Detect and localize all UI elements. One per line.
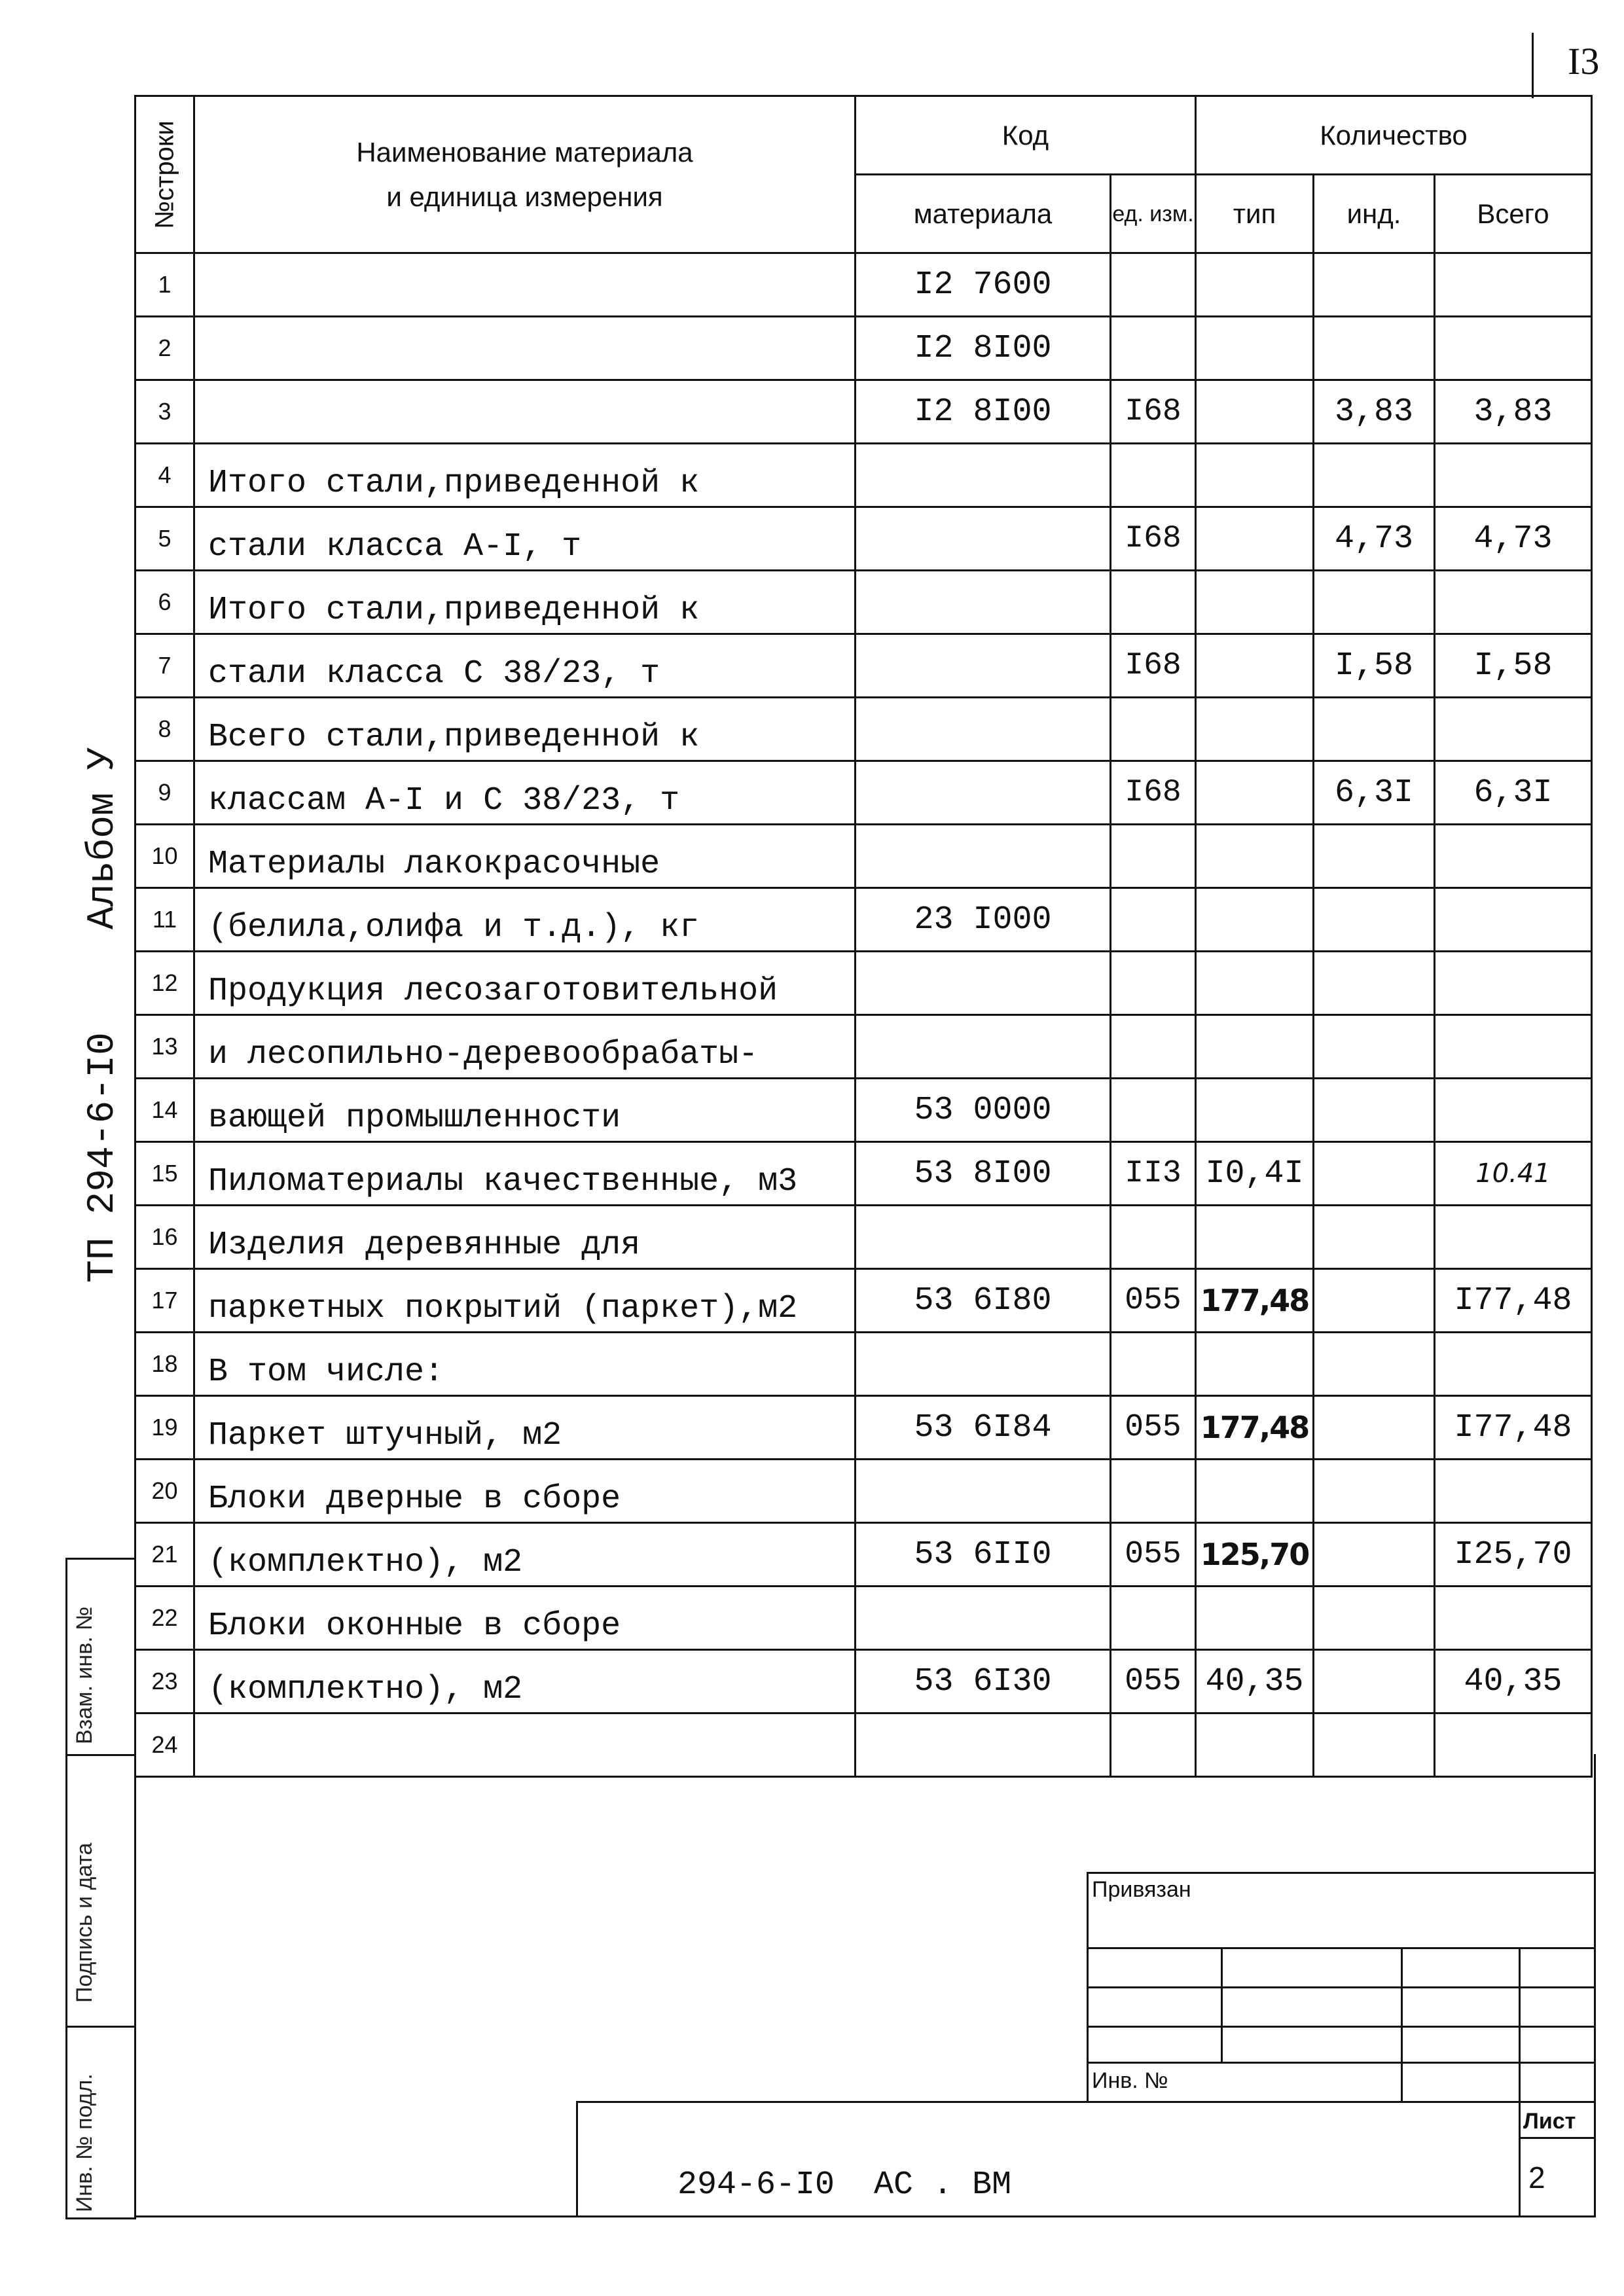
- row-number-cell: 5: [135, 507, 194, 571]
- unit-code-cell: [1111, 1333, 1196, 1396]
- title-block-top: [576, 2101, 1594, 2103]
- material-name-cell: паркетных покрытий (паркет),м2: [194, 1269, 856, 1333]
- qty-total-cell: [1435, 1079, 1592, 1142]
- qty-total-cell: 3,83: [1435, 380, 1592, 444]
- table-row: [135, 1206, 1592, 1269]
- table-row: [135, 1269, 1592, 1333]
- unit-code-cell: 055: [1111, 1650, 1196, 1713]
- material-name-cell: вающей промышленности: [194, 1079, 856, 1142]
- stamp-row-4: [1087, 2062, 1594, 2064]
- qty-type-cell: [1196, 634, 1314, 698]
- qty-type-cell: [1196, 952, 1314, 1015]
- qty-ind-cell: I,58: [1314, 634, 1435, 698]
- qty-total-cell: [1435, 1206, 1592, 1269]
- frame-left: [134, 1754, 136, 2215]
- quantity-ind-header: инд.: [1314, 175, 1435, 253]
- table-row: [135, 571, 1592, 634]
- qty-ind-cell: [1314, 1142, 1435, 1206]
- material-name-cell: стали класса С 38/23, т: [194, 634, 856, 698]
- row-number-cell: 19: [135, 1396, 194, 1460]
- qty-ind-cell: [1314, 698, 1435, 761]
- qty-type-cell: [1196, 698, 1314, 761]
- qty-total-cell: I77,48: [1435, 1269, 1592, 1333]
- table-row: [135, 1015, 1592, 1079]
- qty-type-cell: [1196, 507, 1314, 571]
- qty-ind-cell: [1314, 444, 1435, 507]
- qty-total-cell: [1435, 952, 1592, 1015]
- qty-total-cell: [1435, 317, 1592, 380]
- unit-code-cell: [1111, 888, 1196, 952]
- material-code-cell: [856, 634, 1111, 698]
- table-row: [135, 1523, 1592, 1587]
- material-name-cell: Итого стали,приведенной к: [194, 571, 856, 634]
- material-name-cell: и лесопильно-деревообрабаты-: [194, 1015, 856, 1079]
- qty-type-cell: [1196, 1713, 1314, 1777]
- qty-ind-cell: [1314, 1079, 1435, 1142]
- sheet-divider: [1519, 2137, 1594, 2139]
- qty-type-cell: [1196, 444, 1314, 507]
- qty-type-cell: [1196, 1333, 1314, 1396]
- qty-type-cell: 125,70: [1196, 1523, 1314, 1587]
- table-row: [135, 1142, 1592, 1206]
- qty-total-cell: 10.41: [1435, 1142, 1592, 1206]
- material-code-cell: I2 8I00: [856, 380, 1111, 444]
- qty-ind-cell: [1314, 1269, 1435, 1333]
- table-row: [135, 317, 1592, 380]
- row-number-cell: 23: [135, 1650, 194, 1713]
- table-row: [135, 1333, 1592, 1396]
- material-code-cell: [856, 507, 1111, 571]
- unit-code-cell: [1111, 952, 1196, 1015]
- material-name-cell: Блоки дверные в сборе: [194, 1460, 856, 1523]
- row-number-cell: 22: [135, 1587, 194, 1650]
- row-number-cell: 11: [135, 888, 194, 952]
- qty-total-cell: [1435, 444, 1592, 507]
- material-name-cell: В том числе:: [194, 1333, 856, 1396]
- material-name-cell: [194, 317, 856, 380]
- name-header: [194, 96, 856, 253]
- row-number-cell: 21: [135, 1523, 194, 1587]
- qty-total-cell: I,58: [1435, 634, 1592, 698]
- material-code-cell: I2 7600: [856, 253, 1111, 317]
- name-header-line2: и единица измерения: [386, 181, 663, 212]
- stamp-row-2: [1087, 1986, 1594, 1988]
- title-block-left: [576, 2101, 578, 2215]
- row-number-cell: 3: [135, 380, 194, 444]
- material-name-cell: стали класса А-I, т: [194, 507, 856, 571]
- material-name-cell: Продукция лесозаготовительной: [194, 952, 856, 1015]
- unit-code-cell: [1111, 1015, 1196, 1079]
- qty-ind-cell: [1314, 1015, 1435, 1079]
- table-row: [135, 507, 1592, 571]
- material-code-cell: [856, 1713, 1111, 1777]
- row-number-cell: 17: [135, 1269, 194, 1333]
- stamp-row-1: [1087, 1947, 1594, 1949]
- unit-code-cell: [1111, 1079, 1196, 1142]
- quantity-total-header: Всего: [1435, 175, 1592, 253]
- qty-type-cell: [1196, 761, 1314, 825]
- code-group-header: Код: [856, 96, 1196, 175]
- unit-code-cell: I68: [1111, 761, 1196, 825]
- material-code-cell: [856, 1587, 1111, 1650]
- qty-ind-cell: 4,73: [1314, 507, 1435, 571]
- material-code-cell: I2 8I00: [856, 317, 1111, 380]
- qty-total-cell: 40,35: [1435, 1650, 1592, 1713]
- material-code-cell: [856, 825, 1111, 888]
- table-row: [135, 888, 1592, 952]
- qty-type-cell: I0,4I: [1196, 1142, 1314, 1206]
- qty-total-cell: I25,70: [1435, 1523, 1592, 1587]
- frame-bottom: [134, 2215, 1596, 2217]
- qty-total-cell: I77,48: [1435, 1396, 1592, 1460]
- project-label: ТП 294-6-I0: [82, 1032, 124, 1283]
- qty-ind-cell: 3,83: [1314, 380, 1435, 444]
- inv-no-label: Инв. №: [1092, 2068, 1168, 2093]
- material-code-cell: 23 I000: [856, 888, 1111, 952]
- qty-type-cell: 177,48: [1196, 1396, 1314, 1460]
- qty-type-cell: [1196, 1460, 1314, 1523]
- material-code-cell: 53 6I84: [856, 1396, 1111, 1460]
- row-number-cell: 8: [135, 698, 194, 761]
- unit-code-cell: I68: [1111, 380, 1196, 444]
- material-code-cell: 53 6I30: [856, 1650, 1111, 1713]
- qty-total-cell: [1435, 1015, 1592, 1079]
- qty-total-cell: [1435, 1333, 1592, 1396]
- stamp-col-1: [1221, 1947, 1223, 2062]
- material-code-cell: [856, 571, 1111, 634]
- table-row: [135, 1079, 1592, 1142]
- side-divider-2: [65, 2026, 134, 2028]
- row-number-cell: 7: [135, 634, 194, 698]
- code-material-header: материала: [856, 175, 1111, 253]
- qty-ind-cell: [1314, 825, 1435, 888]
- material-code-cell: [856, 761, 1111, 825]
- qty-type-cell: 40,35: [1196, 1650, 1314, 1713]
- qty-type-cell: 177,48: [1196, 1269, 1314, 1333]
- qty-total-cell: [1435, 1587, 1592, 1650]
- privyazan-label: Привязан: [1092, 1877, 1191, 1902]
- materials-table: [134, 95, 1593, 1778]
- quantity-type-header: тип: [1196, 175, 1314, 253]
- unit-code-cell: [1111, 698, 1196, 761]
- page-number: I3: [1568, 40, 1600, 82]
- side-label-replace: Взам. инв. №: [72, 1606, 97, 1744]
- row-number-cell: 14: [135, 1079, 194, 1142]
- material-name-cell: Всего стали,приведенной к: [194, 698, 856, 761]
- material-name-cell: Паркет штучный, м2: [194, 1396, 856, 1460]
- qty-type-cell: [1196, 1206, 1314, 1269]
- row-number-cell: 1: [135, 253, 194, 317]
- qty-type-cell: [1196, 1587, 1314, 1650]
- qty-type-cell: [1196, 571, 1314, 634]
- material-name-cell: Блоки оконные в сборе: [194, 1587, 856, 1650]
- stamp-row-3: [1087, 2026, 1594, 2028]
- unit-code-cell: [1111, 1206, 1196, 1269]
- qty-ind-cell: [1314, 1523, 1435, 1587]
- qty-ind-cell: [1314, 253, 1435, 317]
- side-label-inv: Инв. № подл.: [72, 2073, 97, 2212]
- album-label: Альбом У: [82, 747, 124, 929]
- material-code-cell: [856, 952, 1111, 1015]
- row-number-cell: 9: [135, 761, 194, 825]
- unit-code-cell: [1111, 253, 1196, 317]
- row-number-cell: 12: [135, 952, 194, 1015]
- table-row: [135, 1713, 1592, 1777]
- material-code-cell: [856, 1333, 1111, 1396]
- row-number-header: №строки: [135, 96, 194, 253]
- qty-type-cell: [1196, 1015, 1314, 1079]
- material-name-cell: Материалы лакокрасочные: [194, 825, 856, 888]
- qty-ind-cell: [1314, 1333, 1435, 1396]
- side-divider-1: [65, 1754, 134, 1756]
- table-row: [135, 825, 1592, 888]
- qty-type-cell: [1196, 253, 1314, 317]
- material-name-cell: [194, 1713, 856, 1777]
- qty-ind-cell: [1314, 1460, 1435, 1523]
- material-code-cell: [856, 698, 1111, 761]
- qty-total-cell: [1435, 1460, 1592, 1523]
- material-name-cell: Пиломатериалы качественные, м3: [194, 1142, 856, 1206]
- table-row: [135, 1587, 1592, 1650]
- qty-total-cell: 4,73: [1435, 507, 1592, 571]
- stamp-top: [1087, 1872, 1594, 1874]
- qty-ind-cell: [1314, 1650, 1435, 1713]
- qty-ind-cell: [1314, 1587, 1435, 1650]
- material-code-cell: [856, 444, 1111, 507]
- material-name-cell: Итого стали,приведенной к: [194, 444, 856, 507]
- table-row: [135, 634, 1592, 698]
- qty-ind-cell: [1314, 952, 1435, 1015]
- qty-ind-cell: [1314, 888, 1435, 952]
- unit-code-cell: 055: [1111, 1269, 1196, 1333]
- qty-ind-cell: 6,3I: [1314, 761, 1435, 825]
- qty-ind-cell: [1314, 1713, 1435, 1777]
- table-row: [135, 1650, 1592, 1713]
- material-code-cell: 53 0000: [856, 1079, 1111, 1142]
- sheet-label: Лист: [1523, 2109, 1576, 2134]
- row-number-cell: 15: [135, 1142, 194, 1206]
- material-name-cell: (белила,олифа и т.д.), кг: [194, 888, 856, 952]
- unit-code-cell: [1111, 571, 1196, 634]
- qty-type-cell: [1196, 380, 1314, 444]
- qty-total-cell: 6,3I: [1435, 761, 1592, 825]
- row-number-cell: 13: [135, 1015, 194, 1079]
- unit-code-cell: [1111, 825, 1196, 888]
- material-name-cell: (комплектно), м2: [194, 1523, 856, 1587]
- row-number-cell: 24: [135, 1713, 194, 1777]
- qty-total-cell: [1435, 1713, 1592, 1777]
- row-number-cell: 16: [135, 1206, 194, 1269]
- table-row: [135, 952, 1592, 1015]
- page-number-rule: [1532, 33, 1534, 98]
- material-name-cell: классам А-I и С 38/23, т: [194, 761, 856, 825]
- qty-ind-cell: [1314, 317, 1435, 380]
- table-row: [135, 761, 1592, 825]
- row-number-cell: 6: [135, 571, 194, 634]
- document-code: 294-6-I0 АС . ВМ: [677, 2166, 1012, 2204]
- material-code-cell: [856, 1015, 1111, 1079]
- row-number-cell: 2: [135, 317, 194, 380]
- material-code-cell: 53 6I80: [856, 1269, 1111, 1333]
- table-row: [135, 380, 1592, 444]
- qty-ind-cell: [1314, 1396, 1435, 1460]
- table-row: [135, 444, 1592, 507]
- row-number-cell: 20: [135, 1460, 194, 1523]
- material-name-cell: [194, 253, 856, 317]
- qty-type-cell: [1196, 317, 1314, 380]
- stamp-col-3: [1519, 1947, 1521, 2215]
- quantity-group-header: Количество: [1196, 96, 1592, 175]
- qty-type-cell: [1196, 888, 1314, 952]
- unit-code-cell: I68: [1111, 507, 1196, 571]
- sheet-value: 2: [1528, 2161, 1545, 2195]
- unit-code-cell: 055: [1111, 1523, 1196, 1587]
- unit-code-cell: I68: [1111, 634, 1196, 698]
- frame-right: [1594, 1754, 1596, 2215]
- unit-code-cell: [1111, 1587, 1196, 1650]
- qty-ind-cell: [1314, 571, 1435, 634]
- material-code-cell: 53 6II0: [856, 1523, 1111, 1587]
- qty-total-cell: [1435, 698, 1592, 761]
- side-label-signature: Подпись и дата: [72, 1842, 97, 2003]
- name-header-line1: Наименование материала: [356, 137, 693, 168]
- qty-total-cell: [1435, 253, 1592, 317]
- stamp-col-2: [1401, 1947, 1403, 2101]
- row-number-cell: 18: [135, 1333, 194, 1396]
- material-code-cell: 53 8I00: [856, 1142, 1111, 1206]
- code-unit-header: ед. изм.: [1111, 175, 1196, 253]
- qty-ind-cell: [1314, 1206, 1435, 1269]
- material-name-cell: [194, 380, 856, 444]
- unit-code-cell: [1111, 1713, 1196, 1777]
- unit-code-cell: [1111, 317, 1196, 380]
- material-name-cell: Изделия деревянные для: [194, 1206, 856, 1269]
- qty-type-cell: [1196, 1079, 1314, 1142]
- table-row: [135, 1396, 1592, 1460]
- table-row: [135, 1460, 1592, 1523]
- unit-code-cell: [1111, 1460, 1196, 1523]
- qty-type-cell: [1196, 825, 1314, 888]
- material-code-cell: [856, 1460, 1111, 1523]
- material-name-cell: (комплектно), м2: [194, 1650, 856, 1713]
- unit-code-cell: 055: [1111, 1396, 1196, 1460]
- qty-total-cell: [1435, 825, 1592, 888]
- unit-code-cell: [1111, 444, 1196, 507]
- row-number-cell: 4: [135, 444, 194, 507]
- table-row: [135, 253, 1592, 317]
- unit-code-cell: II3: [1111, 1142, 1196, 1206]
- material-code-cell: [856, 1206, 1111, 1269]
- qty-total-cell: [1435, 571, 1592, 634]
- table-row: [135, 698, 1592, 761]
- qty-total-cell: [1435, 888, 1592, 952]
- row-number-cell: 10: [135, 825, 194, 888]
